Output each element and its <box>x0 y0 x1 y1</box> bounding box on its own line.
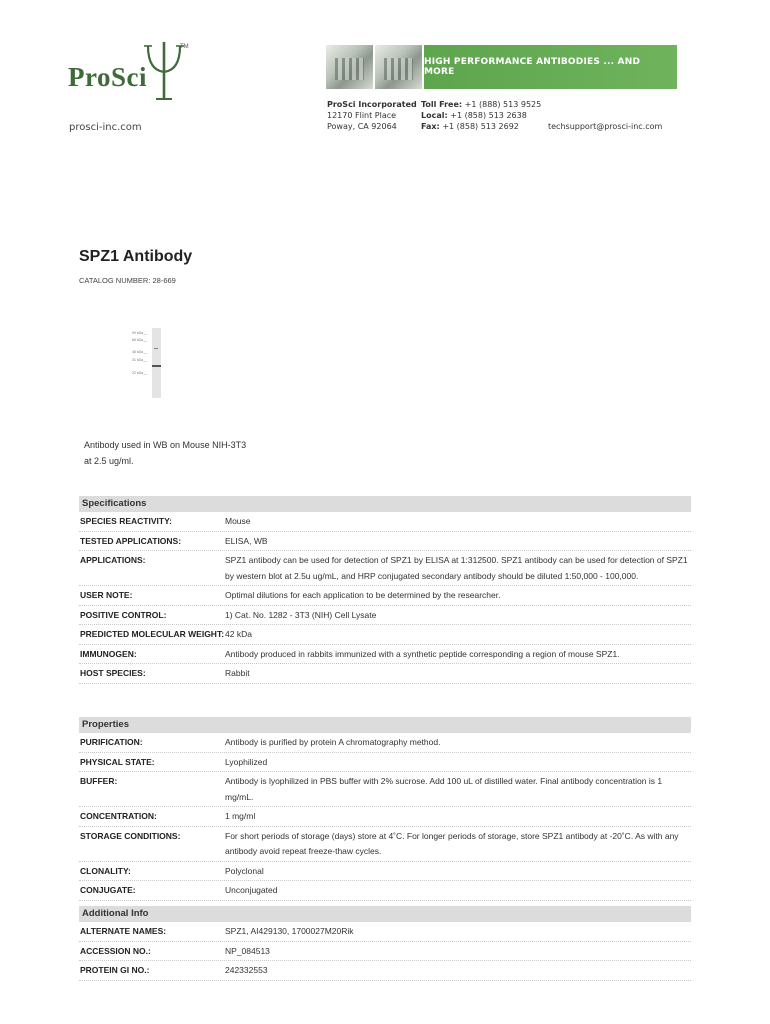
local-label: Local: <box>421 111 448 120</box>
spec-row <box>79 532 691 552</box>
spec-row <box>79 807 691 827</box>
building-photo <box>326 45 373 89</box>
spec-label: ALTERNATE NAMES: <box>80 926 167 936</box>
header-banner: HIGH PERFORMANCE ANTIBODIES ... AND MORE <box>424 45 677 89</box>
spec-label: PHYSICAL STATE: <box>80 756 155 767</box>
caption-line: Antibody used in WB on Mouse NIH-3T3 <box>84 440 247 450</box>
additional-info-section <box>79 906 691 981</box>
spec-value: 242332553 <box>225 965 268 975</box>
support-email[interactable]: techsupport@prosci-inc.com <box>548 122 663 131</box>
spec-label: PREDICTED MOLECULAR WEIGHT: <box>80 629 225 639</box>
spec-row <box>79 512 691 532</box>
spec-label: STORAGE CONDITIONS: <box>80 830 181 841</box>
spec-label: PURIFICATION: <box>80 737 143 747</box>
spec-value: Polyclonal <box>225 865 264 876</box>
section-heading: Additional Info <box>79 906 691 922</box>
spec-label: PROTEIN GI NO.: <box>80 965 150 975</box>
spec-value: ELISA, WB <box>225 535 268 546</box>
spec-value: SPZ1 antibody can be used for detection of SPZ1 by ELISA at 1:312500. SPZ1 antibody can be used for detection of SPZ1 by western blot at 2.5u ug/mL, and HRP conjugated secondary antibody should be diluted 1:50,000 - 100,000. <box>225 555 688 581</box>
spec-value: NP_084513 <box>225 945 270 956</box>
spec-value: Mouse <box>225 516 251 526</box>
specifications-section <box>79 496 691 684</box>
spec-row <box>79 625 691 645</box>
spec-value: SPZ1, AI429130, 1700027M20Rik <box>225 926 354 936</box>
mw-marker: 22 kDa__ <box>132 371 147 375</box>
spec-label: BUFFER: <box>80 776 118 786</box>
spec-row <box>79 881 691 901</box>
blot-band-faint <box>154 348 158 349</box>
spec-value: Lyophilized <box>225 756 268 767</box>
spec-label: USER NOTE: <box>80 590 133 600</box>
spec-label: HOST SPECIES: <box>80 668 146 678</box>
spec-value: Antibody is lyophilized in PBS buffer with 2% sucrose. Add 100 uL of distilled water. Final antibody concentration is 1 mg/mL. <box>225 776 663 802</box>
mw-marker: 66 kDa__ <box>132 338 147 342</box>
spec-row <box>79 664 691 684</box>
spec-label: CLONALITY: <box>80 865 131 876</box>
spec-row <box>79 922 691 942</box>
fax-number: +1 (858) 513 2692 <box>442 122 519 131</box>
spec-row <box>79 586 691 606</box>
spec-label: TESTED APPLICATIONS: <box>80 535 182 546</box>
company-name: ProSci Incorporated <box>327 100 417 109</box>
building-photo <box>375 45 422 89</box>
spec-row <box>79 645 691 665</box>
blot-lane <box>152 328 161 398</box>
header-photos <box>326 45 422 89</box>
spec-row <box>79 961 691 981</box>
website-link[interactable]: prosci-inc.com <box>69 122 142 133</box>
spec-value: 42 kDa <box>225 629 252 639</box>
phone-block <box>421 99 541 132</box>
spec-value: Antibody produced in rabbits immunized with a synthetic peptide corresponding a region of mouse SPZ1. <box>225 648 620 659</box>
spec-label: CONCENTRATION: <box>80 811 157 821</box>
caption-line: at 2.5 ug/ml. <box>84 456 134 466</box>
spec-value: Antibody is purified by protein A chromatography method. <box>225 737 441 747</box>
city: Poway, CA 92064 <box>327 122 397 131</box>
section-heading: Properties <box>79 717 691 733</box>
spec-row <box>79 862 691 882</box>
spec-row <box>79 551 691 586</box>
catalog-number: CATALOG NUMBER: 28-669 <box>79 276 176 285</box>
properties-section <box>79 717 691 901</box>
spec-value: Optimal dilutions for each application to be determined by the researcher. <box>225 590 501 600</box>
toll-free-label: Toll Free: <box>421 100 463 109</box>
spec-value: 1) Cat. No. 1282 - 3T3 (NIH) Cell Lysate <box>225 609 377 620</box>
mw-marker: 90 kDa__ <box>132 331 147 335</box>
brand-name: ProSci <box>68 62 147 92</box>
fax-label: Fax: <box>421 122 440 131</box>
trademark: TM <box>180 44 189 50</box>
spec-label: SPECIES REACTIVITY: <box>80 516 172 526</box>
address-block <box>327 99 417 132</box>
western-blot-image <box>132 328 162 398</box>
spec-value: Unconjugated <box>225 885 278 895</box>
spec-value: 1 mg/ml <box>225 811 256 821</box>
spec-label: IMMUNOGEN: <box>80 648 137 659</box>
mw-marker: 31 kDa__ <box>132 358 147 362</box>
spec-row <box>79 942 691 962</box>
product-title: SPZ1 Antibody <box>79 248 193 265</box>
spec-row <box>79 733 691 753</box>
spec-label: APPLICATIONS: <box>80 555 146 565</box>
toll-free-number: +1 (888) 513 9525 <box>464 100 542 109</box>
spec-row <box>79 827 691 862</box>
street: 12170 Flint Place <box>327 111 397 120</box>
spec-label: ACCESSION NO.: <box>80 945 151 956</box>
spec-value: For short periods of storage (days) store at 4˚C. For longer periods of storage, store SPZ1 antibody at -20˚C. As with any antibody avoid repeat freeze-thaw cycles. <box>225 830 679 856</box>
local-number: +1 (858) 513 2638 <box>450 111 527 120</box>
blot-band <box>152 365 161 367</box>
spec-label: POSITIVE CONTROL: <box>80 609 167 620</box>
spec-row <box>79 753 691 773</box>
mw-marker: 46 kDa__ <box>132 350 147 354</box>
figure-caption <box>84 437 284 469</box>
spec-value: Rabbit <box>225 668 250 678</box>
section-heading: Specifications <box>79 496 691 512</box>
spec-row <box>79 772 691 807</box>
spec-row <box>79 606 691 626</box>
prosci-logo <box>68 40 198 110</box>
spec-label: CONJUGATE: <box>80 885 136 895</box>
